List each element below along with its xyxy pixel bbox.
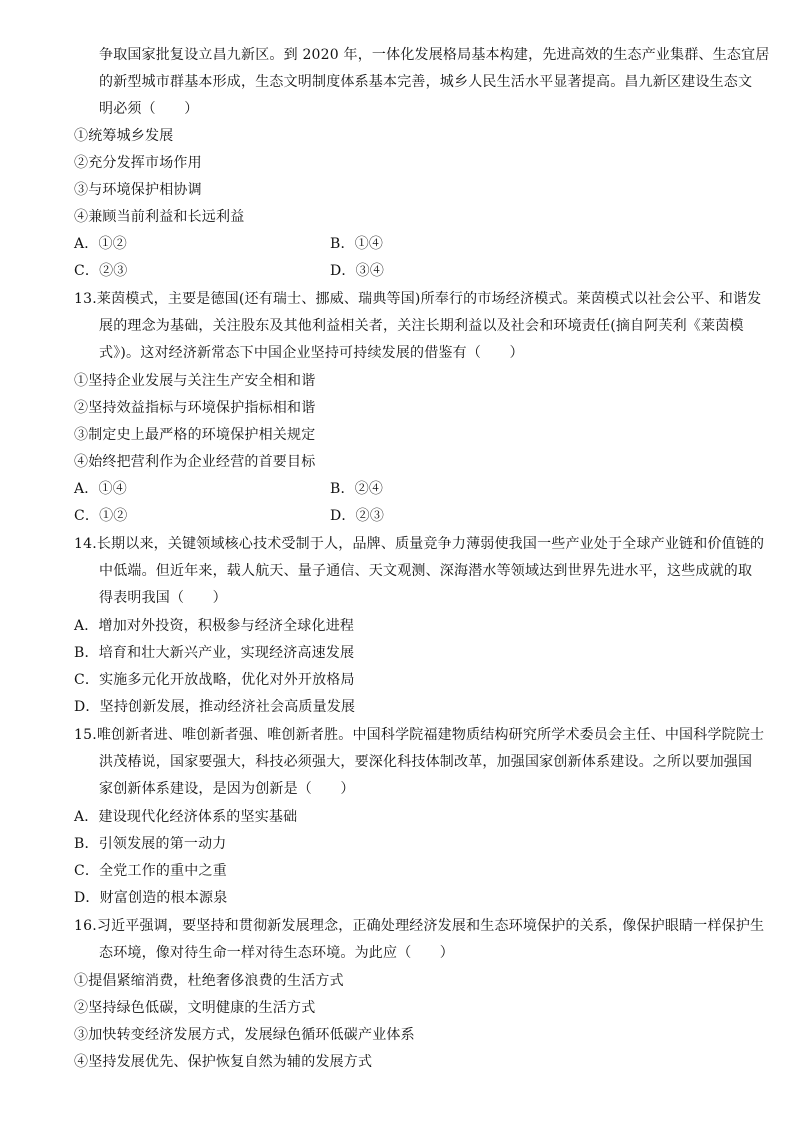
q12-statement-1: ①统筹城乡发展: [74, 128, 174, 144]
q16-stem-line-1: 16.习近平强调，要坚持和贯彻新发展理念，正确处理经济发展和生态环境保护的关系，像保护眼睛一样保护生: [74, 918, 765, 934]
q16-statement-3: ③加快转变经济发展方式，发展绿色循环低碳产业体系: [74, 1027, 415, 1043]
q12-statement-4: ④兼顾当前利益和长远利益: [74, 209, 245, 225]
q12-stem-line-1: 争取国家批复设立昌九新区。到 2020 年，一体化发展格局基本构建，先进高效的生态产业集群、生态宜居: [99, 47, 770, 63]
q12-statement-2: ②充分发挥市场作用: [74, 155, 202, 171]
q14-option-c[interactable]: C．实施多元化开放战略，优化对外开放格局: [74, 672, 355, 688]
q15-option-b[interactable]: B．引领发展的第一动力: [74, 836, 227, 852]
q13-statement-2: ②坚持效益指标与环境保护指标相和谐: [74, 400, 316, 416]
q13-statement-1: ①坚持企业发展与关注生产安全相和谐: [74, 373, 316, 389]
q15-option-d[interactable]: D．财富创造的根本源泉: [74, 890, 228, 906]
q15-stem-line-2: 洪茂椿说，国家要强大，科技必须强大，要深化科技体制改革，加强国家创新体系建设。之所以要加强国: [99, 754, 753, 770]
q16-statement-4: ④坚持发展优先、保护恢复自然为辅的发展方式: [74, 1054, 373, 1070]
q15-option-c[interactable]: C．全党工作的重中之重: [74, 863, 227, 879]
q12-option-b[interactable]: B．①④: [330, 236, 384, 252]
q13-stem-line-1: 13.莱茵模式，主要是德国(还有瑞士、挪威、瑞典等国)所奉行的市场经济模式。莱茵模式以社会公平、和谐发: [74, 291, 762, 307]
q14-stem-line-1: 14.长期以来，关键领域核心技术受制于人，品牌、质量竞争力薄弱使我国一些产业处于全球产业链和价值链的: [74, 536, 765, 552]
q14-stem-line-3: 得表明我国（ ）: [99, 590, 227, 606]
q14-option-a[interactable]: A．增加对外投资，积极参与经济全球化进程: [74, 618, 355, 634]
q12-option-d[interactable]: D．③④: [330, 263, 385, 279]
q15-option-a[interactable]: A．建设现代化经济体系的坚实基础: [74, 809, 298, 825]
q13-option-b[interactable]: B．②④: [330, 481, 384, 497]
q12-option-a[interactable]: A．①②: [74, 236, 127, 252]
q16-stem-line-2: 态环境，像对待生命一样对待生态环境。为此应（ ）: [99, 945, 454, 961]
q12-statement-3: ③与环境保护相协调: [74, 182, 202, 198]
q16-statement-2: ②坚持绿色低碳，文明健康的生活方式: [74, 1000, 316, 1016]
q14-stem-line-2: 中低端。但近年来，载人航天、量子通信、天文观测、深海潜水等领域达到世界先进水平，这些成就的取: [99, 563, 753, 579]
q12-stem-line-2: 的新型城市群基本形成，生态文明制度体系基本完善，城乡人民生活水平显著提高。昌九新区建设生态文: [99, 74, 753, 90]
q13-statement-4: ④始终把营利作为企业经营的首要目标: [74, 454, 316, 470]
q15-stem-line-3: 家创新体系建设，是因为创新是（ ）: [99, 781, 355, 797]
q13-statement-3: ③制定史上最严格的环境保护相关规定: [74, 427, 316, 443]
q13-option-d[interactable]: D．②③: [330, 508, 385, 524]
q12-option-c[interactable]: C．②③: [74, 263, 128, 279]
q14-option-b[interactable]: B．培育和壮大新兴产业，实现经济高速发展: [74, 645, 355, 661]
q13-option-a[interactable]: A．①④: [74, 481, 127, 497]
q13-option-c[interactable]: C．①②: [74, 508, 128, 524]
q13-stem-line-2: 展的理念为基础，关注股东及其他利益相关者，关注长期利益以及社会和环境责任(摘自阿芙利《莱茵模: [99, 318, 744, 334]
q12-stem-line-3: 明必须（ ）: [99, 101, 199, 117]
q16-statement-1: ①提倡紧缩消费，杜绝奢侈浪费的生活方式: [74, 973, 344, 989]
q13-stem-line-3: 式》)。这对经济新常态下中国企业坚持可持续发展的借鉴有（ ）: [99, 345, 524, 361]
q14-option-d[interactable]: D．坚持创新发展，推动经济社会高质量发展: [74, 699, 356, 715]
q15-stem-line-1: 15.唯创新者进、唯创新者强、唯创新者胜。中国科学院福建物质结构研究所学术委员会主任、中国科学院院士: [74, 727, 765, 743]
